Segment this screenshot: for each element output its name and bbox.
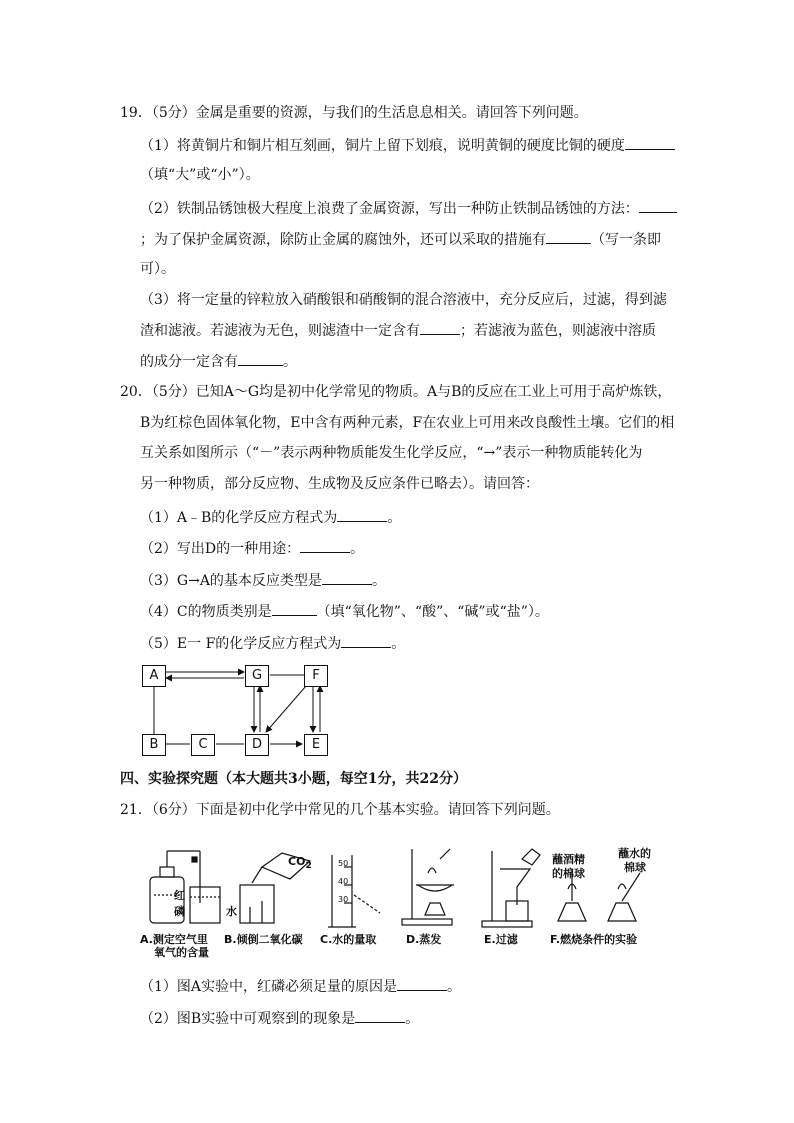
q21-part1 <box>140 976 461 997</box>
period: 。 <box>405 1011 420 1027</box>
q19-part1-line1 <box>140 135 675 156</box>
label-co2 <box>288 855 312 871</box>
label-water: 水 <box>226 905 237 918</box>
q20-part5 <box>140 633 405 654</box>
apparatus-e <box>482 849 540 927</box>
answer-blank[interactable] <box>337 507 387 522</box>
apparatus-c <box>328 855 380 927</box>
q20-part4 <box>140 601 549 622</box>
caption-e: E.过滤 <box>484 933 518 946</box>
period: 。 <box>387 510 402 526</box>
answer-blank[interactable] <box>546 229 591 244</box>
node-a: A <box>142 665 166 687</box>
q20-part1 <box>140 507 401 528</box>
q20-part4-text: （4）C的物质类别是 <box>140 604 272 620</box>
q19-part3-line3 <box>140 351 297 372</box>
label-co2-sub: 2 <box>305 860 312 872</box>
q19-part3-text: 渣和滤液。若滤液为无色，则滤渣中一定含有 <box>140 323 420 339</box>
q19-part1-text: （1）将黄铜片和铜片相互刻画，铜片上留下划痕，说明黄铜的硬度比铜的硬度 <box>140 138 625 154</box>
relation-diagram <box>140 662 340 762</box>
node-g: G <box>245 665 269 687</box>
node-e: E <box>304 734 328 756</box>
label-alcohol-1: 蘸酒精 <box>552 853 585 866</box>
q20-part3 <box>140 570 386 591</box>
answer-blank[interactable] <box>322 570 372 585</box>
caption-a-line1: A.测定空气里 <box>140 933 208 946</box>
q19-part3-text3: 的成分一定含有 <box>140 354 238 370</box>
label-red: 红 <box>174 889 185 902</box>
q19-stem: 19．（5分）金属是重要的资源，与我们的生活息息相关。请回答下列问题。 <box>120 105 588 121</box>
node-b: B <box>142 734 166 756</box>
period: 。 <box>283 354 297 370</box>
q20-stem-line4: 另一种物质，部分反应物、生成物及反应条件已略去）。请回答： <box>140 476 539 492</box>
q19-part2-line2 <box>140 229 661 250</box>
q19-part3-line2 <box>140 320 656 341</box>
label-alcohol-2: 的棉球 <box>552 867 585 880</box>
label-co2-text: CO <box>288 855 306 868</box>
q19-part1-line2: （填“大”或“小”）。 <box>140 167 260 183</box>
tick-40: 40 <box>338 877 349 886</box>
q19-part3-text2: ；若滤液为蓝色，则滤液中溶质 <box>460 323 656 339</box>
q21-part1-text: （1）图A实验中，红磷必须足量的原因是 <box>140 979 398 995</box>
answer-blank[interactable] <box>625 135 675 150</box>
label-water-ball-2: 棉球 <box>624 861 646 874</box>
answer-blank[interactable] <box>420 320 460 335</box>
tick-30: 30 <box>338 895 349 904</box>
q19-part2-text2: ；为了保护金属资源，除防止金属的腐蚀外，还可以采取的措施有 <box>140 232 546 248</box>
label-water-ball-1: 蘸水的 <box>618 847 651 860</box>
apparatus-a <box>150 851 220 923</box>
answer-blank[interactable] <box>639 198 677 213</box>
section-title: 四、实验探究题（本大题共3小题，每空1分，共22分） <box>120 771 467 787</box>
node-f: F <box>304 665 328 687</box>
node-d: D <box>245 734 269 756</box>
answer-blank[interactable] <box>341 633 391 648</box>
q19-part2-text3: （写一条即 <box>591 232 661 248</box>
q20-part2 <box>140 538 364 559</box>
q19-part3-line1: （3）将一定量的锌粒放入硝酸银和硝酸铜的混合溶液中，充分反应后，过滤，得到滤 <box>140 292 667 308</box>
answer-blank[interactable] <box>300 538 350 553</box>
period: 。 <box>350 541 365 557</box>
answer-blank[interactable] <box>272 601 317 616</box>
caption-a <box>140 933 209 959</box>
q20-part5-text: （5）E一 F的化学反应方程式为 <box>140 636 342 652</box>
q19-part2-text: （2）铁制品锈蚀极大程度上浪费了金属资源，写出一种防止铁制品锈蚀的方法： <box>140 201 639 217</box>
tick-50: 50 <box>338 859 349 868</box>
caption-d: D.蒸发 <box>406 933 442 946</box>
period: 。 <box>391 636 406 652</box>
q20-stem-line2: B为红棕色固体氧化物，E中含有两种元素，F在农业上可用来改良酸性土壤。它们的相 <box>140 415 675 431</box>
q21-stem: 21．（6分）下面是初中化学中常见的几个基本实验。请回答下列问题。 <box>120 802 560 818</box>
q20-part1-text: （1）A﹣B的化学反应方程式为 <box>140 510 338 526</box>
q21-part2 <box>140 1008 419 1029</box>
caption-f: F.燃烧条件的实验 <box>550 933 638 946</box>
period: 。 <box>371 573 386 589</box>
caption-a-line2: 氧气的含量 <box>154 946 209 959</box>
caption-c: C.水的量取 <box>320 933 377 946</box>
node-c: C <box>191 734 215 756</box>
q20-stem-line1: 20．（5分）已知A～G均是初中化学常见的物质。A与B的反应在工业上可用于高炉炼铁， <box>120 384 672 400</box>
period: 。 <box>447 979 462 995</box>
answer-blank[interactable] <box>397 976 447 991</box>
answer-blank[interactable] <box>238 351 283 366</box>
answer-blank[interactable] <box>355 1008 405 1023</box>
label-phosphorus: 磷 <box>174 905 185 918</box>
q20-part3-text: （3）G→A的基本反应类型是 <box>140 573 322 589</box>
apparatus-d <box>402 849 454 925</box>
q21-part2-text: （2）图B实验中可观察到的现象是 <box>140 1011 356 1027</box>
q20-stem-line3: 互关系如图所示（“－”表示两种物质能发生化学反应，“→”表示一种物质能转化为 <box>140 445 643 461</box>
caption-b: B.倾倒二氧化碳 <box>224 933 303 946</box>
q19-part2-line3: 可）。 <box>140 261 175 277</box>
q19-part2-line1 <box>140 198 677 219</box>
q20-part4-text2: （填“氧化物”、“酸”、“碱”或“盐”）。 <box>316 604 549 620</box>
experiment-figure <box>140 845 655 959</box>
q20-part2-text: （2）写出D的一种用途： <box>140 541 301 557</box>
